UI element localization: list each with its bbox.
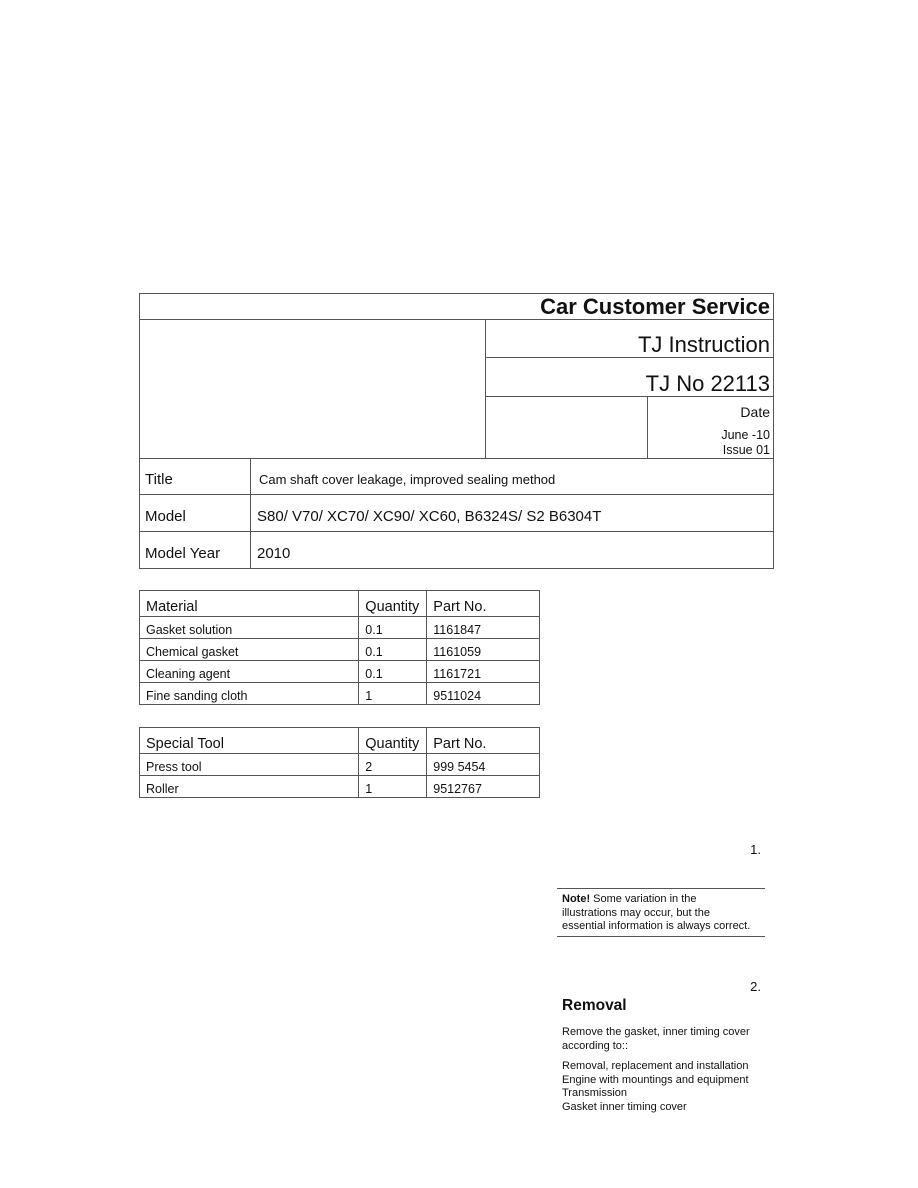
column-header: Part No. bbox=[427, 591, 540, 617]
removal-instructions bbox=[562, 1026, 750, 1053]
model-label: Model bbox=[145, 508, 186, 525]
table-row bbox=[140, 683, 540, 705]
title-label: Title bbox=[145, 471, 173, 488]
table-header-row bbox=[140, 591, 540, 617]
removal-reference bbox=[562, 1060, 749, 1114]
date-value: June -10 bbox=[721, 428, 770, 442]
column-header: Quantity bbox=[359, 591, 427, 617]
reference-line-2: Engine with mountings and equipment bbox=[562, 1073, 749, 1086]
tool-part-no: 9512767 bbox=[427, 776, 540, 798]
reference-line-3: Transmission bbox=[562, 1087, 627, 1099]
tool-quantity: 1 bbox=[359, 776, 427, 798]
materials-table bbox=[139, 590, 540, 705]
reference-line-4: Gasket inner timing cover bbox=[562, 1100, 687, 1113]
column-header: Quantity bbox=[359, 728, 427, 754]
note-box bbox=[562, 893, 750, 934]
removal-heading: Removal bbox=[562, 997, 627, 1014]
material-quantity: 0.1 bbox=[359, 639, 427, 661]
column-header: Special Tool bbox=[140, 728, 359, 754]
material-part-no: 9511024 bbox=[427, 683, 540, 705]
date-label: Date bbox=[740, 404, 770, 420]
tool-name: Press tool bbox=[140, 754, 359, 776]
tool-name: Roller bbox=[140, 776, 359, 798]
reference-line-1: Removal, replacement and installation bbox=[562, 1060, 749, 1072]
model-year-value: 2010 bbox=[257, 545, 291, 562]
table-row bbox=[140, 617, 540, 639]
material-part-no: 1161059 bbox=[427, 639, 540, 661]
tool-part-no: 999 5454 bbox=[427, 754, 540, 776]
header-right-border bbox=[773, 293, 774, 569]
header-date-divider bbox=[647, 396, 648, 458]
table-row bbox=[140, 661, 540, 683]
header-vertical-divider bbox=[485, 319, 486, 458]
info-label-divider bbox=[250, 458, 251, 569]
model-year-label: Model Year bbox=[145, 545, 221, 562]
column-header: Part No. bbox=[427, 728, 540, 754]
note-text-line-3: essential information is always correct. bbox=[562, 920, 751, 932]
material-part-no: 1161847 bbox=[427, 617, 540, 639]
table-row bbox=[140, 754, 540, 776]
header-left-border bbox=[139, 293, 140, 569]
brand-title: Car Customer Service bbox=[540, 294, 770, 319]
material-quantity: 1 bbox=[359, 683, 427, 705]
note-text-line-2: illustrations may occur, but the bbox=[562, 906, 710, 919]
table-row bbox=[140, 776, 540, 798]
title-row-divider bbox=[139, 494, 774, 495]
note-top-rule bbox=[557, 888, 765, 889]
table-row bbox=[140, 639, 540, 661]
special-tool-table bbox=[139, 727, 540, 798]
header-bottom-divider bbox=[139, 458, 774, 459]
material-name: Chemical gasket bbox=[140, 639, 359, 661]
tool-quantity: 2 bbox=[359, 754, 427, 776]
removal-text-line-1: Remove the gasket, inner timing cover bbox=[562, 1026, 750, 1038]
info-bottom-border bbox=[139, 568, 774, 569]
column-header: Material bbox=[140, 591, 359, 617]
material-quantity: 0.1 bbox=[359, 661, 427, 683]
issue-number: Issue 01 bbox=[722, 443, 770, 457]
material-quantity: 0.1 bbox=[359, 617, 427, 639]
material-name: Gasket solution bbox=[140, 617, 359, 639]
title-value: Cam shaft cover leakage, improved sealing method bbox=[259, 472, 556, 487]
note-text-line-1: Some variation in the bbox=[593, 893, 697, 905]
removal-text-line-2: according to:: bbox=[562, 1039, 629, 1052]
table-header-row bbox=[140, 728, 540, 754]
step-2-number: 2. bbox=[750, 979, 761, 994]
model-row-divider bbox=[139, 531, 774, 532]
material-part-no: 1161721 bbox=[427, 661, 540, 683]
step-1-number: 1. bbox=[750, 842, 761, 857]
material-name: Cleaning agent bbox=[140, 661, 359, 683]
note-bottom-rule bbox=[557, 936, 765, 937]
tj-number: TJ No 22113 bbox=[645, 371, 770, 396]
doc-type: TJ Instruction bbox=[637, 332, 770, 357]
material-name: Fine sanding cloth bbox=[140, 683, 359, 705]
model-value: S80/ V70/ XC70/ XC90/ XC60, B6324S/ S2 B6304T bbox=[257, 508, 602, 525]
note-label: Note! bbox=[562, 893, 591, 905]
